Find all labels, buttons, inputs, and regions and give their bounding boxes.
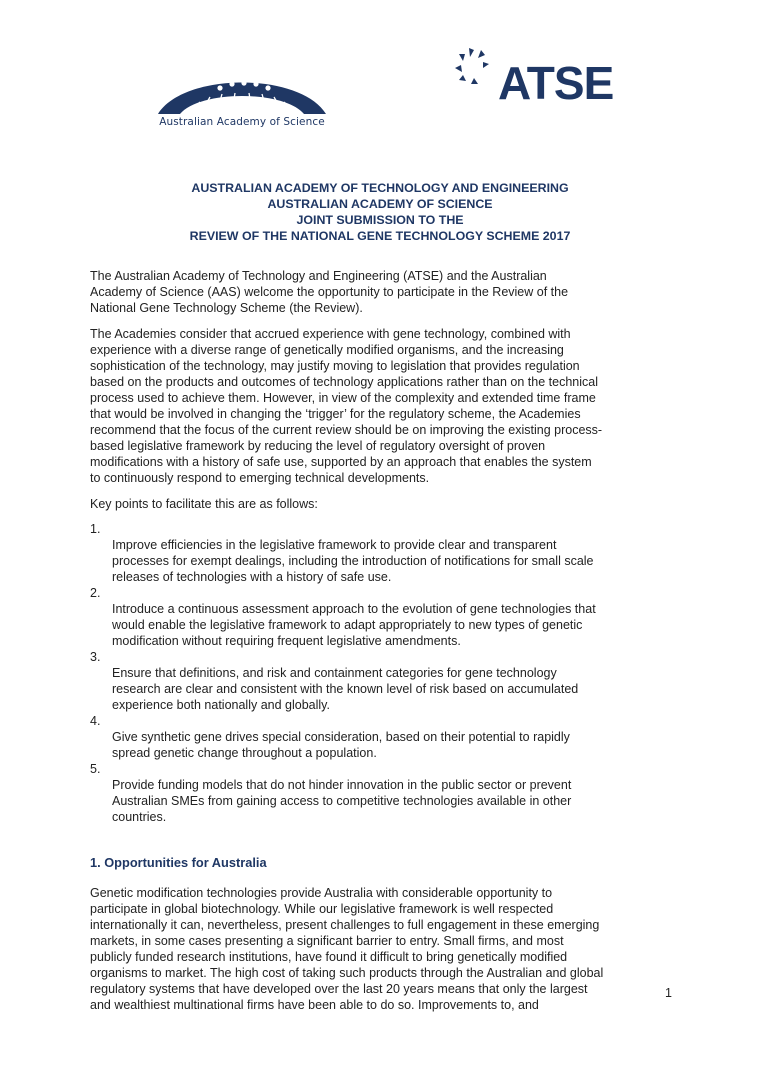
- intro-paragraph-1: The Australian Academy of Technology and Engineering (ATSE) and the Australian Academy of Science (AAS) welcome the opportunity to participate in the Review of the National Gene Technology Scheme (the Review).: [90, 269, 569, 315]
- page-number: 1: [665, 986, 672, 1000]
- section-1-paragraph: Genetic modification technologies provide Australia with considerable opportunity to participate in global biotechnology. While our legislative framework is well respected internationally it can, nevertheless, present challenges to full engagement in these emerging markets, in some cases presenting a significant barrier to entry. Small firms, and most publicly funded research institutions, have found it difficult to bring genetically modified organisms to market. The high cost of taking such products through the Australian and global regulatory systems that have developed over the last 20 years means that only the largest and wealthiest multinational firms have been able to do so. Improvements to, and: [90, 886, 604, 1012]
- list-item: [90, 761, 675, 825]
- title-line-2: AUSTRALIAN ACADEMY OF SCIENCE: [267, 197, 493, 211]
- list-item: [90, 713, 675, 761]
- aas-dome-icon: [154, 68, 330, 116]
- list-item-text: Introduce a continuous assessment approach to the evolution of gene technologies that would enable the legislative framework to adapt appropriately to new types of genetic modification without requiring frequent legislative amendments.: [112, 602, 596, 648]
- list-item-number: 3.: [90, 650, 101, 664]
- atse-logo: [453, 44, 633, 114]
- atse-logo-text: ATSE: [498, 57, 614, 109]
- list-item-number: 2.: [90, 586, 101, 600]
- list-item: [90, 649, 675, 713]
- aas-logo: [154, 68, 330, 134]
- document-title: [90, 180, 670, 244]
- list-item-number: 4.: [90, 714, 101, 728]
- title-line-4: REVIEW OF THE NATIONAL GENE TECHNOLOGY SCHEME 2017: [189, 229, 571, 243]
- key-points-list: [90, 521, 675, 825]
- list-item-text: Provide funding models that do not hinder innovation in the public sector or prevent Australian SMEs from gaining access to competitive technologies available in other countries.: [112, 778, 572, 824]
- list-item: [90, 585, 675, 649]
- section-heading: 1. Opportunities for Australia: [90, 855, 267, 870]
- list-item-text: Ensure that definitions, and risk and containment categories for gene technology research are clear and consistent with the known level of risk based on accumulated experience both nationally and globally.: [112, 666, 579, 712]
- title-line-1: AUSTRALIAN ACADEMY OF TECHNOLOGY AND ENGINEERING: [191, 181, 569, 195]
- list-item-text: Improve efficiencies in the legislative framework to provide clear and transparent processes for exempt dealings, including the introduction of notifications for small scale releases of technologies with a history of safe use.: [112, 538, 594, 584]
- list-item: [90, 521, 675, 585]
- list-item-number: 1.: [90, 522, 101, 536]
- list-item-number: 5.: [90, 762, 101, 776]
- aas-logo-text: Australian Academy of Science: [159, 116, 325, 128]
- list-item-text: Give synthetic gene drives special consideration, based on their potential to rapidly spread genetic change throughout a population.: [112, 730, 570, 760]
- intro-paragraph-3: Key points to facilitate this are as follows:: [90, 497, 318, 511]
- title-line-3: JOINT SUBMISSION TO THE: [296, 213, 464, 227]
- atse-star-icon: [453, 46, 499, 94]
- document-body: [90, 268, 675, 1023]
- intro-paragraph-2: The Academies consider that accrued experience with gene technology, combined with experience with a diverse range of genetically modified organisms, and the increasing sophistication of the technology, may justify moving to legislation that provides regulation based on the products and outcomes of technology applications rather than on the technical process used to achieve them. However, in view of the complexity and extended time frame that would be involved in changing the ‘trigger’ for the regulatory scheme, the Academies recommend that the focus of the current review should be on improving the existing process- based legislative framework by reducing the level of regulatory oversight of proven modifications with a history of safe use, supported by an approach that enables the system to continuously respond to emerging technical developments.: [90, 327, 603, 485]
